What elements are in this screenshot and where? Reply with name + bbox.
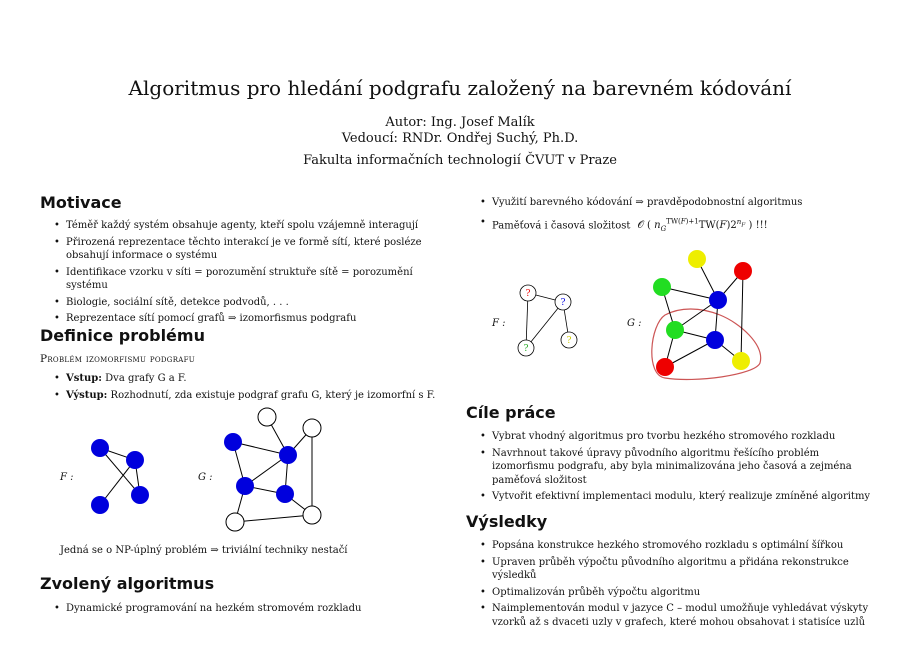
- np-note: Jedná se o NP-úplný problém ⇒ triviální techniky nestačí: [60, 545, 348, 556]
- list-item: • Dynamické programování na hezkém stromovém rozkladu: [52, 602, 452, 616]
- graph-node: [709, 291, 727, 309]
- list-item: • Optimalizován průběh výpočtu algoritmu: [478, 586, 883, 600]
- approach-list: [478, 196, 888, 239]
- list-item: • Biologie, sociální sítě, detekce podvodů, . . .: [52, 296, 452, 310]
- graph-node: [279, 446, 297, 464]
- section-heading-motivace: Motivace: [40, 193, 122, 212]
- list-item: • Téměř každý systém obsahuje agenty, kteří spolu vzájemně interagují: [52, 219, 452, 233]
- graph-node: [276, 485, 294, 503]
- list-item: • Vybrat vhodný algoritmus pro tvorbu hezkého stromového rozkladu: [478, 430, 883, 444]
- graph-node: [236, 477, 254, 495]
- motivace-list: [52, 219, 452, 329]
- graph-f: [80, 430, 160, 520]
- list-item: [52, 372, 452, 386]
- graph-node: [656, 358, 674, 376]
- list-item: • Využití barevného kódování ⇒ pravděpodobnostní algoritmus: [478, 196, 888, 210]
- input-label: Vstup:: [66, 373, 102, 384]
- list-item: • Vytvořit efektivní implementaci modulu, který realizuje zmíněné algoritmy: [478, 490, 883, 504]
- list-item: • Navrhnout takové úpravy původního algoritmu řešícího problém izomorfismu podgrafu, aby byla minimalizována jeho časová a zejména paměťová složitost: [478, 447, 883, 488]
- faculty: Fakulta informačních technologií ČVUT v Praze: [303, 153, 617, 168]
- output-text: Rozhodnutí, zda existuje podgraf grafu G, který je izomorfní s F.: [107, 389, 436, 401]
- list-item: • Upraven průběh výpočtu původního algoritmu a přidána rekonstrukce výsledků: [478, 556, 883, 583]
- cile-list: [478, 430, 883, 507]
- colored-graph-f-label: F :: [492, 318, 506, 329]
- graph-node: [226, 513, 244, 531]
- section-heading-definice: Definice problému: [40, 326, 205, 345]
- graph-node: [91, 496, 109, 514]
- output-label: Výstup:: [66, 389, 108, 401]
- graph-node: [258, 408, 276, 426]
- graph-g-label: G :: [198, 472, 213, 483]
- graph-node: [303, 506, 321, 524]
- vysledky-list: [478, 539, 883, 632]
- graph-f-label: F :: [60, 472, 74, 483]
- colored-graph-f: [510, 280, 590, 365]
- complexity-formula: 𝒪 ( $n_G^{TW(F)+1}TW(F)2^{n_F}$ ) !!!: [637, 217, 768, 233]
- author-block: [0, 115, 920, 147]
- graph-node: [224, 433, 242, 451]
- graph-node: [734, 262, 752, 280]
- graph-node: [126, 451, 144, 469]
- supervisor: Vedoucí: RNDr. Ondřej Suchý, Ph.D.: [341, 131, 579, 146]
- question-mark-yellow: ?: [566, 336, 572, 346]
- section-heading-cile: Cíle práce: [466, 403, 556, 422]
- graph-node: [131, 486, 149, 504]
- section-heading-zvoleny: Zvolený algoritmus: [40, 574, 215, 593]
- graph-node: [688, 250, 706, 268]
- graph-node: [732, 352, 750, 370]
- list-item: • Identifikace vzorku v síti = porozumění struktuře sítě = porozumění systému: [52, 266, 452, 293]
- question-mark-blue: ?: [560, 298, 566, 308]
- poster-title: Algoritmus pro hledání podgrafu založený na barevném kódování: [128, 76, 792, 100]
- list-item: • Reprezentace sítí pomocí grafů ⇒ izomorfismus podgrafu: [52, 312, 452, 326]
- question-mark-red: ?: [525, 289, 531, 299]
- author: Autor: Ing. Josef Malík: [385, 115, 535, 130]
- graph-node: [653, 278, 671, 296]
- complexity-label: Paměťová i časová složitost: [492, 219, 631, 231]
- section-heading-vysledky: Výsledky: [466, 512, 548, 531]
- question-mark-green: ?: [523, 344, 529, 354]
- list-item: • Přirozená reprezentace těchto interakcí je ve formě sítí, které posléze obsahují informace o systému: [52, 236, 452, 263]
- input-text: Dva grafy G a F.: [101, 373, 187, 384]
- problem-name: Problém izomorfismu podgrafu: [40, 353, 195, 365]
- zvoleny-list: [52, 602, 452, 619]
- list-item: • Popsána konstrukce hezkého stromového rozkladu s optimální šířkou: [478, 539, 883, 553]
- graph-g: [215, 400, 335, 535]
- graph-node: [303, 419, 321, 437]
- graph-node: [666, 321, 684, 339]
- colored-graph-g: [645, 245, 770, 385]
- colored-graph-g-label: G :: [627, 318, 642, 329]
- list-item: • Naimplementován modul v jazyce C – modul umožňuje vyhledávat výskyty vzorků až s dvaceti uzly v grafech, které mohou obsahovat i statisíce uzlů: [478, 602, 883, 629]
- graph-node: [706, 331, 724, 349]
- graph-node: [91, 439, 109, 457]
- list-item: [478, 216, 888, 237]
